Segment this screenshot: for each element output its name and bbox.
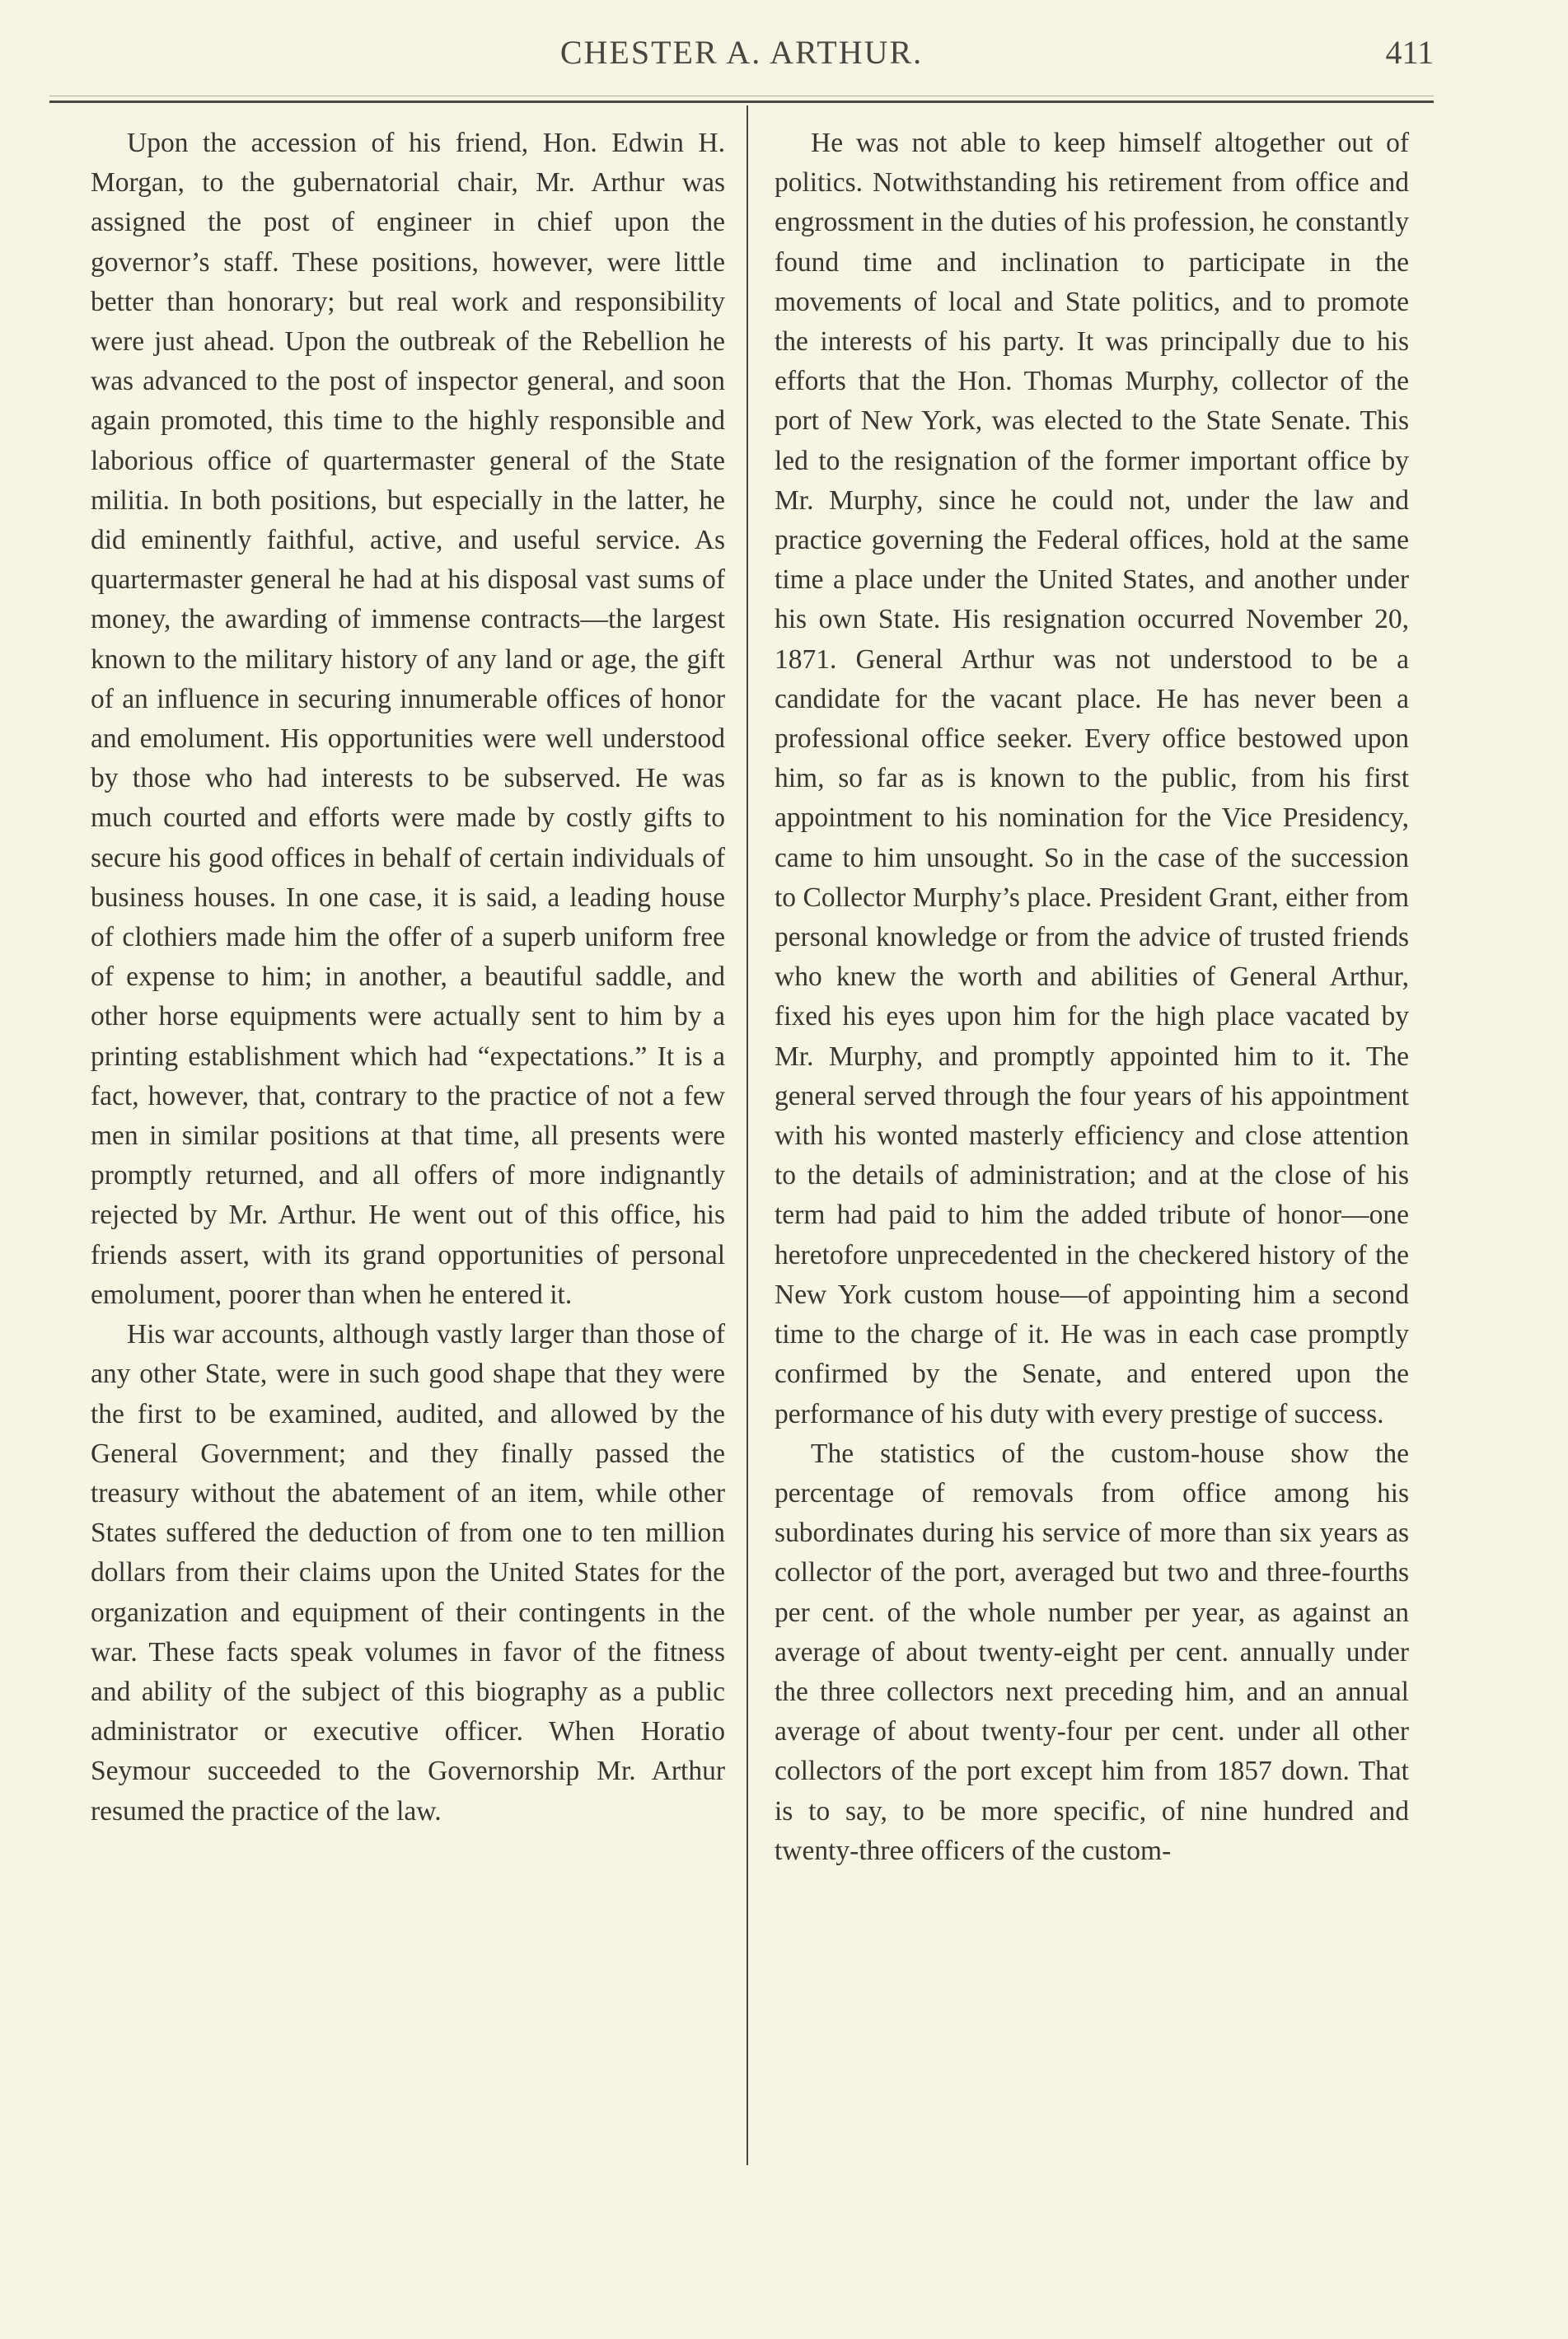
header-rule: [49, 101, 1434, 103]
column-divider: [747, 105, 748, 2165]
paragraph: His war accounts, although vastly larger than those of any other State, were in such good shape that they were the first to be examined, audited, and allowed by the General Government; and they finally passed the treasury without the abatement of an item, while other States suffered the deduction of from one to ten million dollars from their claims upon the United States for the organization and equipment of their contingents in the war. These facts speak volumes in favor of the fitness and ability of the subject of this biography as a public administrator or executive officer. When Horatio Seymour succeeded to the Governorship Mr. Arthur resumed the practice of the law.: [91, 1319, 725, 1827]
paragraph: The statistics of the custom-house show the percentage of removals from office among his subordinates during his service of more than six years as collector of the port, averaged but two and three-fourths per cent. of the whole number per year, as against an average of about twenty-eight per cent. annually under the three collectors next preceding him, and an annual average of about twenty-four per cent. under all other collectors of the port except him from 1857 down. That is to say, to be more specific, of nine hundred and twenty-three officers of the custom-: [775, 1438, 1409, 1866]
right-column: [775, 124, 1409, 1871]
running-title: CHESTER A. ARTHUR.: [559, 34, 924, 71]
paragraph: Upon the accession of his friend, Hon. Edwin H. Morgan, to the gubernatorial chair, Mr. Arthur was assigned the post of engineer in chief upon the governor’s staff. These positions, however, were little better than honorary; but real work and responsibility were just ahead. Upon the outbreak of the Rebellion he was advanced to the post of inspector general, and soon again promoted, this time to the highly responsible and laborious office of quartermaster general of the State militia. In both positions, but especially in the latter, he did eminently faithful, active, and useful service. As quartermaster general he had at his disposal vast sums of money, the awarding of immense contracts—the largest known to the military history of any land or age, the gift of an influence in securing innumerable offices of honor and emolument. His opportunities were well understood by those who had interests to be subserved. He was much courted and efforts were made by costly gifts to secure his good offices in behalf of certain individuals of business houses. In one case, it is said, a leading house of clothiers made him the offer of a superb uniform free of expense to him; in another, a beautiful saddle, and other horse equipments were actually sent to him by a printing establishment which had “expectations.” It is a fact, however, that, contrary to the practice of not a few men in similar positions at that time, all presents were promptly returned, and all offers of more indignantly rejected by Mr. Arthur. He went out of this office, his friends assert, with its grand opportunities of personal emolument, poorer than when he entered it.: [91, 128, 725, 1310]
left-column: [91, 124, 725, 1831]
paragraph: He was not able to keep himself altogether out of politics. Notwithstanding his retirement from office and engrossment in the duties of his profession, he constantly found time and inclination to participate in the movements of local and State politics, and to promote the interests of his party. It was principally due to his efforts that the Hon. Thomas Murphy, collector of the port of New York, was elected to the State Senate. This led to the resignation of the former important office by Mr. Murphy, since he could not, under the law and practice governing the Federal offices, hold at the same time a place under the United States, and another under his own State. His resignation occurred November 20, 1871. General Arthur was not understood to be a candidate for the vacant place. He has never been a professional office seeker. Every office bestowed upon him, so far as is known to the public, from his first appointment to his nomination for the Vice Presidency, came to him unsought. So in the case of the succession to Collector Murphy’s place. President Grant, either from personal knowledge or from the advice of trusted friends who knew the worth and abilities of General Arthur, fixed his eyes upon him for the high place vacated by Mr. Murphy, and promptly appointed him to it. The general served through the four years of his appointment with his wonted masterly efficiency and close attention to the details of administration; and at the close of his term had paid to him the added tribute of honor—one heretofore unprecedented in the checkered history of the New York custom house—of appointing him a second time to the charge of it. He was in each case promptly confirmed by the Senate, and entered upon the performance of his duty with every prestige of success.: [775, 128, 1409, 1429]
page-header: [49, 33, 1434, 82]
page-number: 411: [1385, 34, 1434, 71]
